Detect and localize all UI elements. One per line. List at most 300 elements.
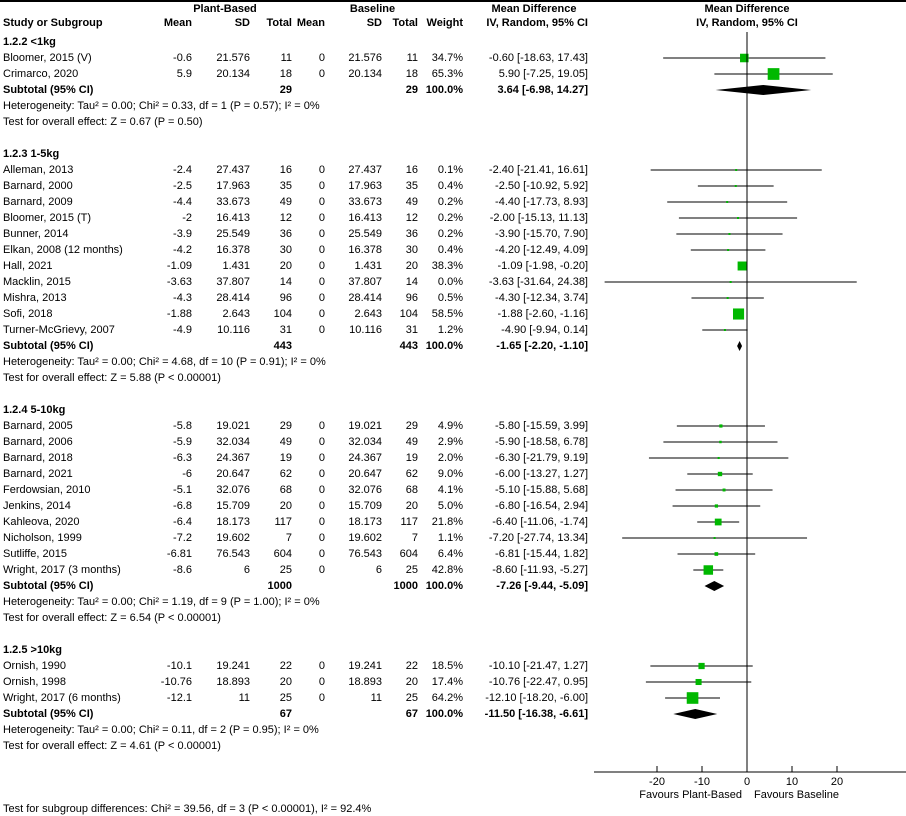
- column-header-total-baseline: Total: [392, 17, 418, 29]
- sd1-cell: 32.076: [216, 484, 250, 496]
- weight-cell: 38.3%: [431, 260, 463, 272]
- n2-cell: 68: [405, 484, 418, 496]
- weight-cell: 0.1%: [437, 164, 463, 176]
- study-name: Barnard, 2021: [3, 468, 73, 480]
- n1-cell: 104: [273, 308, 292, 320]
- subtotal-n2: 29: [405, 84, 418, 96]
- weight-cell: 21.8%: [431, 516, 463, 528]
- n1-cell: 12: [279, 212, 292, 224]
- mean1-cell: -3.9: [173, 228, 192, 240]
- n1-cell: 96: [279, 292, 292, 304]
- effect-square: [715, 504, 718, 507]
- effect-square: [718, 457, 720, 459]
- mean2-cell: 0: [318, 180, 325, 192]
- sd1-cell: 16.413: [216, 212, 250, 224]
- header-separator: [0, 0, 906, 2]
- n2-cell: 25: [405, 564, 418, 576]
- mean1-cell: 5.9: [176, 68, 192, 80]
- n1-cell: 49: [279, 436, 292, 448]
- weight-cell: 0.0%: [437, 276, 463, 288]
- ci-value: -7.20 [-27.74, 13.34]: [488, 532, 588, 544]
- n2-cell: 35: [405, 180, 418, 192]
- n2-cell: 20: [405, 676, 418, 688]
- study-name: Barnard, 2005: [3, 420, 73, 432]
- mean1-cell: -0.6: [173, 52, 192, 64]
- n1-cell: 36: [279, 228, 292, 240]
- column-group-plant-based: Plant-Based: [193, 3, 257, 15]
- weight-cell: 65.3%: [431, 68, 463, 80]
- n1-cell: 62: [279, 468, 292, 480]
- mean2-cell: 0: [318, 68, 325, 80]
- study-name: Turner-McGrievy, 2007: [3, 324, 115, 336]
- tick-label: -10: [694, 776, 710, 788]
- column-header-sd-plant: SD: [234, 17, 250, 29]
- ci-value: -5.90 [-18.58, 6.78]: [495, 436, 588, 448]
- effect-square: [738, 262, 747, 271]
- effect-square: [740, 54, 749, 63]
- sd2-cell: 19.021: [348, 420, 382, 432]
- ci-value: -10.10 [-21.47, 1.27]: [488, 660, 588, 672]
- subtotal-diamond: [705, 581, 725, 591]
- weight-cell: 2.0%: [437, 452, 463, 464]
- ci-value: -3.63 [-31.64, 24.38]: [488, 276, 588, 288]
- subgroup-label: 1.2.5 >10kg: [3, 644, 63, 656]
- mean2-cell: 0: [318, 548, 325, 560]
- ci-value: -6.00 [-13.27, 1.27]: [495, 468, 588, 480]
- n2-cell: 22: [405, 660, 418, 672]
- n2-cell: 14: [405, 276, 418, 288]
- sd1-cell: 37.807: [216, 276, 250, 288]
- n1-cell: 20: [279, 500, 292, 512]
- effect-square: [735, 169, 737, 171]
- study-name: Ferdowsian, 2010: [3, 484, 91, 496]
- heterogeneity-text: Heterogeneity: Tau² = 0.00; Chi² = 0.11, df = 2 (P = 0.95); I² = 0%: [3, 724, 319, 736]
- subtotal-weight: 100.0%: [425, 84, 463, 96]
- sd2-cell: 24.367: [348, 452, 382, 464]
- mean2-cell: 0: [318, 436, 325, 448]
- subtotal-label: Subtotal (95% CI): [3, 708, 94, 720]
- weight-cell: 42.8%: [431, 564, 463, 576]
- effect-square: [724, 329, 726, 331]
- study-name: Hall, 2021: [3, 260, 53, 272]
- n2-cell: 12: [405, 212, 418, 224]
- mean1-cell: -4.4: [173, 196, 192, 208]
- mean1-cell: -4.9: [173, 324, 192, 336]
- sd2-cell: 10.116: [349, 324, 382, 336]
- mean1-cell: -6.81: [166, 548, 192, 560]
- sd1-cell: 19.241: [216, 660, 250, 672]
- subtotal-diamond: [716, 85, 812, 95]
- subtotal-weight: 100.0%: [425, 708, 463, 720]
- n1-cell: 30: [279, 244, 292, 256]
- study-name: Sutliffe, 2015: [3, 548, 68, 560]
- n1-cell: 35: [279, 180, 292, 192]
- mean1-cell: -6.4: [173, 516, 192, 528]
- column-group-baseline: Baseline: [349, 3, 396, 15]
- mean2-cell: 0: [318, 500, 325, 512]
- mean2-cell: 0: [318, 516, 325, 528]
- sd1-cell: 11: [238, 692, 250, 704]
- subtotal-diamond: [673, 709, 717, 719]
- effect-square: [733, 308, 744, 319]
- mean2-cell: 0: [318, 564, 325, 576]
- subtotal-weight: 100.0%: [425, 340, 463, 352]
- study-name: Bloomer, 2015 (V): [3, 52, 92, 64]
- study-name: Macklin, 2015: [3, 276, 71, 288]
- favours-right-label: Favours Baseline: [754, 789, 839, 801]
- column-header-mean-plant: Mean: [163, 17, 192, 29]
- column-header-study: Study or Subgroup: [3, 17, 103, 29]
- study-name: Nicholson, 1999: [3, 532, 82, 544]
- sd2-cell: 2.643: [354, 308, 382, 320]
- ci-value: -4.40 [-17.73, 8.93]: [495, 196, 588, 208]
- mean1-cell: -4.2: [173, 244, 192, 256]
- subtotal-label: Subtotal (95% CI): [3, 580, 94, 592]
- n2-cell: 604: [399, 548, 418, 560]
- n1-cell: 14: [279, 276, 292, 288]
- ci-value: -0.60 [-18.63, 17.43]: [488, 52, 588, 64]
- mean1-cell: -8.6: [173, 564, 192, 576]
- ci-value: 5.90 [-7.25, 19.05]: [498, 68, 588, 80]
- overall-effect-text: Test for overall effect: Z = 5.88 (P < 0.00001): [3, 372, 221, 384]
- ci-value: -2.40 [-21.41, 16.61]: [488, 164, 588, 176]
- weight-cell: 9.0%: [437, 468, 463, 480]
- n1-cell: 20: [279, 676, 292, 688]
- column-group-mean-difference-plot: Mean Difference: [704, 3, 790, 15]
- mean1-cell: -1.88: [166, 308, 192, 320]
- weight-cell: 0.2%: [437, 196, 463, 208]
- tick-label: 0: [743, 776, 751, 788]
- n2-cell: 49: [405, 436, 418, 448]
- sd2-cell: 21.576: [348, 52, 382, 64]
- n2-cell: 62: [405, 468, 418, 480]
- weight-cell: 64.2%: [431, 692, 463, 704]
- n2-cell: 11: [406, 52, 418, 64]
- sd1-cell: 33.673: [216, 196, 250, 208]
- ci-value: -6.80 [-16.54, 2.94]: [495, 500, 588, 512]
- effect-square: [728, 233, 730, 235]
- sd1-cell: 27.437: [216, 164, 250, 176]
- study-name: Sofi, 2018: [3, 308, 53, 320]
- effect-square: [768, 68, 780, 80]
- column-header-total-plant: Total: [266, 17, 292, 29]
- weight-cell: 34.7%: [431, 52, 463, 64]
- ci-value: -12.10 [-18.20, -6.00]: [485, 692, 588, 704]
- mean2-cell: 0: [318, 52, 325, 64]
- sd2-cell: 28.414: [348, 292, 382, 304]
- weight-cell: 17.4%: [431, 676, 463, 688]
- sd1-cell: 18.893: [216, 676, 250, 688]
- sd1-cell: 21.576: [216, 52, 250, 64]
- effect-square: [715, 552, 719, 556]
- effect-square: [719, 441, 721, 443]
- tick-label: 20: [830, 776, 844, 788]
- n1-cell: 22: [279, 660, 292, 672]
- effect-square: [723, 489, 726, 492]
- sd1-cell: 19.021: [216, 420, 250, 432]
- effect-square: [714, 537, 716, 539]
- sd2-cell: 15.709: [348, 500, 382, 512]
- n1-cell: 25: [279, 564, 292, 576]
- column-header-ci-plot: IV, Random, 95% CI: [696, 17, 798, 29]
- mean2-cell: 0: [318, 292, 325, 304]
- ci-value: -6.40 [-11.06, -1.74]: [492, 516, 588, 528]
- weight-cell: 5.0%: [437, 500, 463, 512]
- study-name: Barnard, 2018: [3, 452, 73, 464]
- weight-cell: 1.1%: [437, 532, 463, 544]
- heterogeneity-text: Heterogeneity: Tau² = 0.00; Chi² = 0.33, df = 1 (P = 0.57); I² = 0%: [3, 100, 320, 112]
- overall-effect-text: Test for overall effect: Z = 4.61 (P < 0.00001): [3, 740, 221, 752]
- sd2-cell: 11: [370, 692, 382, 704]
- sd1-cell: 20.134: [216, 68, 250, 80]
- n2-cell: 104: [399, 308, 418, 320]
- weight-cell: 4.9%: [437, 420, 463, 432]
- n1-cell: 18: [279, 68, 292, 80]
- mean2-cell: 0: [318, 244, 325, 256]
- sd2-cell: 6: [375, 564, 382, 576]
- study-name: Crimarco, 2020: [3, 68, 79, 80]
- subtotal-ci: -1.65 [-2.20, -1.10]: [496, 340, 588, 352]
- mean1-cell: -2.5: [173, 180, 192, 192]
- n2-cell: 31: [405, 324, 418, 336]
- study-name: Ornish, 1990: [3, 660, 66, 672]
- study-name: Bloomer, 2015 (T): [3, 212, 92, 224]
- study-name: Wright, 2017 (3 months): [3, 564, 121, 576]
- heterogeneity-text: Heterogeneity: Tau² = 0.00; Chi² = 4.68, df = 10 (P = 0.91); I² = 0%: [3, 356, 326, 368]
- n1-cell: 11: [280, 52, 292, 64]
- n2-cell: 30: [405, 244, 418, 256]
- column-group-mean-difference: Mean Difference: [491, 3, 577, 15]
- ci-value: -2.00 [-15.13, 11.13]: [489, 212, 588, 224]
- weight-cell: 1.2%: [437, 324, 463, 336]
- ci-value: -5.80 [-15.59, 3.99]: [495, 420, 588, 432]
- mean2-cell: 0: [318, 228, 325, 240]
- mean1-cell: -5.1: [173, 484, 192, 496]
- n1-cell: 117: [274, 516, 292, 528]
- ci-value: -6.30 [-21.79, 9.19]: [495, 452, 588, 464]
- weight-cell: 0.4%: [437, 244, 463, 256]
- mean2-cell: 0: [318, 420, 325, 432]
- mean2-cell: 0: [318, 260, 325, 272]
- subgroup-differences-test: Test for subgroup differences: Chi² = 39.56, df = 3 (P < 0.00001), I² = 92.4%: [3, 803, 372, 815]
- sd2-cell: 25.549: [348, 228, 382, 240]
- mean2-cell: 0: [318, 308, 325, 320]
- mean2-cell: 0: [318, 324, 325, 336]
- column-header-ci: IV, Random, 95% CI: [486, 17, 588, 29]
- sd2-cell: 16.413: [348, 212, 382, 224]
- mean2-cell: 0: [318, 276, 325, 288]
- n1-cell: 68: [279, 484, 292, 496]
- mean2-cell: 0: [318, 212, 325, 224]
- mean1-cell: -4.3: [173, 292, 192, 304]
- sd1-cell: 16.378: [216, 244, 250, 256]
- n2-cell: 20: [405, 500, 418, 512]
- n1-cell: 31: [279, 324, 292, 336]
- mean1-cell: -2.4: [173, 164, 192, 176]
- sd2-cell: 20.647: [348, 468, 382, 480]
- n2-cell: 7: [411, 532, 418, 544]
- ci-value: -1.09 [-1.98, -0.20]: [497, 260, 588, 272]
- sd2-cell: 37.807: [348, 276, 382, 288]
- n1-cell: 29: [279, 420, 292, 432]
- sd1-cell: 24.367: [216, 452, 250, 464]
- weight-cell: 0.4%: [437, 180, 463, 192]
- mean2-cell: 0: [318, 660, 325, 672]
- n1-cell: 20: [279, 260, 292, 272]
- subtotal-n1: 443: [273, 340, 292, 352]
- ci-value: -4.20 [-12.49, 4.09]: [495, 244, 588, 256]
- mean1-cell: -12.1: [166, 692, 192, 704]
- tick-label: 10: [785, 776, 799, 788]
- ci-value: -5.10 [-15.88, 5.68]: [495, 484, 588, 496]
- column-header-sd-baseline: SD: [366, 17, 382, 29]
- study-name: Ornish, 1998: [3, 676, 66, 688]
- n2-cell: 25: [405, 692, 418, 704]
- n2-cell: 49: [405, 196, 418, 208]
- weight-cell: 0.2%: [437, 228, 463, 240]
- mean1-cell: -10.1: [166, 660, 192, 672]
- subtotal-n2: 443: [399, 340, 418, 352]
- ci-value: -2.50 [-10.92, 5.92]: [495, 180, 588, 192]
- sd2-cell: 17.963: [348, 180, 382, 192]
- ci-value: -6.81 [-15.44, 1.82]: [495, 548, 588, 560]
- n2-cell: 36: [405, 228, 418, 240]
- study-name: Barnard, 2006: [3, 436, 73, 448]
- sd1-cell: 25.549: [216, 228, 250, 240]
- study-name: Elkan, 2008 (12 months): [3, 244, 123, 256]
- sd1-cell: 2.643: [222, 308, 250, 320]
- sd1-cell: 15.709: [216, 500, 250, 512]
- study-name: Wright, 2017 (6 months): [3, 692, 121, 704]
- sd2-cell: 20.134: [348, 68, 382, 80]
- mean2-cell: 0: [318, 164, 325, 176]
- n1-cell: 7: [285, 532, 292, 544]
- ci-value: -1.88 [-2.60, -1.16]: [497, 308, 588, 320]
- effect-square: [737, 217, 739, 219]
- n2-cell: 20: [405, 260, 418, 272]
- subtotal-label: Subtotal (95% CI): [3, 340, 94, 352]
- mean1-cell: -6: [182, 468, 192, 480]
- n1-cell: 604: [273, 548, 292, 560]
- effect-square: [698, 663, 704, 669]
- weight-cell: 58.5%: [431, 308, 463, 320]
- subtotal-n2: 1000: [393, 580, 418, 592]
- effect-square: [726, 201, 728, 203]
- subtotal-diamond: [737, 341, 742, 351]
- mean1-cell: -2: [182, 212, 192, 224]
- sd2-cell: 32.034: [348, 436, 382, 448]
- study-name: Kahleova, 2020: [3, 516, 80, 528]
- subgroup-label: 1.2.2 <1kg: [3, 36, 56, 48]
- mean1-cell: -10.76: [160, 676, 192, 688]
- n2-cell: 117: [400, 516, 418, 528]
- subtotal-n1: 1000: [267, 580, 292, 592]
- n1-cell: 16: [279, 164, 292, 176]
- mean1-cell: -3.63: [166, 276, 192, 288]
- mean1-cell: -1.09: [166, 260, 192, 272]
- n1-cell: 25: [279, 692, 292, 704]
- ci-value: -4.30 [-12.34, 3.74]: [495, 292, 588, 304]
- overall-effect-text: Test for overall effect: Z = 0.67 (P = 0.50): [3, 116, 203, 128]
- sd2-cell: 16.378: [348, 244, 382, 256]
- mean2-cell: 0: [318, 452, 325, 464]
- mean1-cell: -6.8: [173, 500, 192, 512]
- weight-cell: 18.5%: [431, 660, 463, 672]
- sd1-cell: 19.602: [216, 532, 250, 544]
- sd2-cell: 27.437: [348, 164, 382, 176]
- subgroup-label: 1.2.3 1-5kg: [3, 148, 60, 160]
- sd2-cell: 1.431: [354, 260, 382, 272]
- mean2-cell: 0: [318, 484, 325, 496]
- mean2-cell: 0: [318, 196, 325, 208]
- favours-left-label: Favours Plant-Based: [639, 789, 742, 801]
- effect-square: [727, 249, 729, 251]
- sd1-cell: 32.034: [216, 436, 250, 448]
- ci-value: -8.60 [-11.93, -5.27]: [492, 564, 588, 576]
- mean2-cell: 0: [318, 532, 325, 544]
- n2-cell: 18: [405, 68, 418, 80]
- weight-cell: 0.2%: [437, 212, 463, 224]
- mean1-cell: -6.3: [173, 452, 192, 464]
- mean2-cell: 0: [318, 692, 325, 704]
- mean2-cell: 0: [318, 676, 325, 688]
- sd1-cell: 1.431: [222, 260, 250, 272]
- subgroup-label: 1.2.4 5-10kg: [3, 404, 66, 416]
- study-name: Mishra, 2013: [3, 292, 67, 304]
- n2-cell: 96: [405, 292, 418, 304]
- weight-cell: 2.9%: [437, 436, 463, 448]
- effect-square: [727, 297, 729, 299]
- mean2-cell: 0: [318, 468, 325, 480]
- overall-effect-text: Test for overall effect: Z = 6.54 (P < 0.00001): [3, 612, 221, 624]
- weight-cell: 6.4%: [437, 548, 463, 560]
- study-name: Jenkins, 2014: [3, 500, 71, 512]
- subtotal-ci: -11.50 [-16.38, -6.61]: [484, 708, 588, 720]
- sd2-cell: 18.893: [348, 676, 382, 688]
- heterogeneity-text: Heterogeneity: Tau² = 0.00; Chi² = 1.19, df = 9 (P = 1.00); I² = 0%: [3, 596, 320, 608]
- subtotal-ci: 3.64 [-6.98, 14.27]: [497, 84, 588, 96]
- mean1-cell: -5.8: [173, 420, 192, 432]
- study-name: Barnard, 2000: [3, 180, 73, 192]
- effect-square: [735, 185, 737, 187]
- effect-square: [687, 692, 699, 704]
- mean1-cell: -7.2: [173, 532, 192, 544]
- n1-cell: 49: [279, 196, 292, 208]
- sd2-cell: 19.602: [348, 532, 382, 544]
- sd1-cell: 10.116: [217, 324, 250, 336]
- column-header-weight: Weight: [426, 17, 463, 29]
- subtotal-ci: -7.26 [-9.44, -5.09]: [496, 580, 588, 592]
- weight-cell: 0.5%: [437, 292, 463, 304]
- sd1-cell: 76.543: [216, 548, 250, 560]
- sd1-cell: 20.647: [216, 468, 250, 480]
- effect-square: [715, 519, 722, 526]
- weight-cell: 4.1%: [437, 484, 463, 496]
- sd2-cell: 32.076: [348, 484, 382, 496]
- sd1-cell: 28.414: [216, 292, 250, 304]
- n2-cell: 19: [405, 452, 418, 464]
- subtotal-n2: 67: [405, 708, 418, 720]
- effect-square: [718, 472, 722, 476]
- n2-cell: 16: [405, 164, 418, 176]
- effect-square: [696, 679, 702, 685]
- ci-value: -3.90 [-15.70, 7.90]: [495, 228, 588, 240]
- sd2-cell: 76.543: [348, 548, 382, 560]
- sd1-cell: 18.173: [216, 516, 250, 528]
- ci-value: -4.90 [-9.94, 0.14]: [501, 324, 588, 336]
- sd1-cell: 6: [243, 564, 250, 576]
- subtotal-label: Subtotal (95% CI): [3, 84, 94, 96]
